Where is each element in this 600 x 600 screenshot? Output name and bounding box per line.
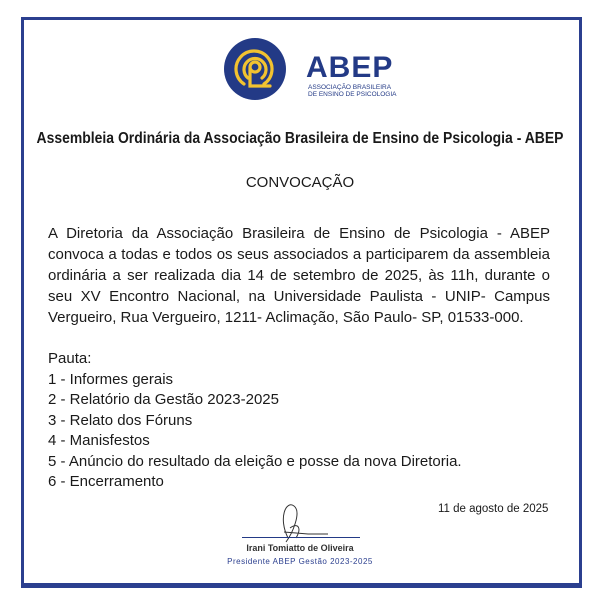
document-date: 11 de agosto de 2025: [438, 503, 549, 515]
agenda-item: 5 - Anúncio do resultado da eleição e posse da nova Diretoria.: [48, 452, 462, 470]
signatory-name: Irani Tomiatto de Oliveira: [246, 543, 354, 553]
agenda-item: 2 - Relatório da Gestão 2023-2025: [48, 391, 279, 408]
body-paragraph: A Diretoria da Associação Brasileira de Ensino de Psicologia - ABEP convoca a todas e todos os seus associados a participarem da assembleia ordinária a ser realizada dia 14 de setembro de 2025, às 11h, durante o seu XV Encontro Nacional, na Universidade Paulista - UNIP- Campus Vergueiro, Rua Vergueiro, 1211- Aclimação, São Paulo- SP, 01533-000.: [48, 225, 550, 326]
agenda-item: 6 - Encerramento: [48, 473, 164, 490]
agenda-label: Pauta:: [48, 350, 92, 367]
agenda-item: 1 - Informes gerais: [48, 370, 174, 388]
agenda: [48, 349, 462, 493]
agenda-item: 4 - Manisfestos: [48, 432, 150, 449]
logo-wordmark: ABEP: [306, 51, 394, 84]
handwritten-signature-icon: [268, 498, 338, 548]
agenda-item: 3 - Relato dos Fóruns: [48, 411, 193, 429]
signature-line: [242, 537, 360, 538]
signatory-role: Presidente ABEP Gestão 2023-2025: [227, 557, 373, 566]
abep-logo-icon: [224, 38, 286, 100]
document-heading: CONVOCAÇÃO: [245, 174, 355, 191]
logo-subtitle: ASSOCIAÇÃO BRASILEIRA DE ENSINO DE PSICOLOGIA: [308, 84, 397, 98]
document-title: Assembleia Ordinária da Associação Brasileira de Ensino de Psicologia - ABEP: [36, 130, 564, 147]
